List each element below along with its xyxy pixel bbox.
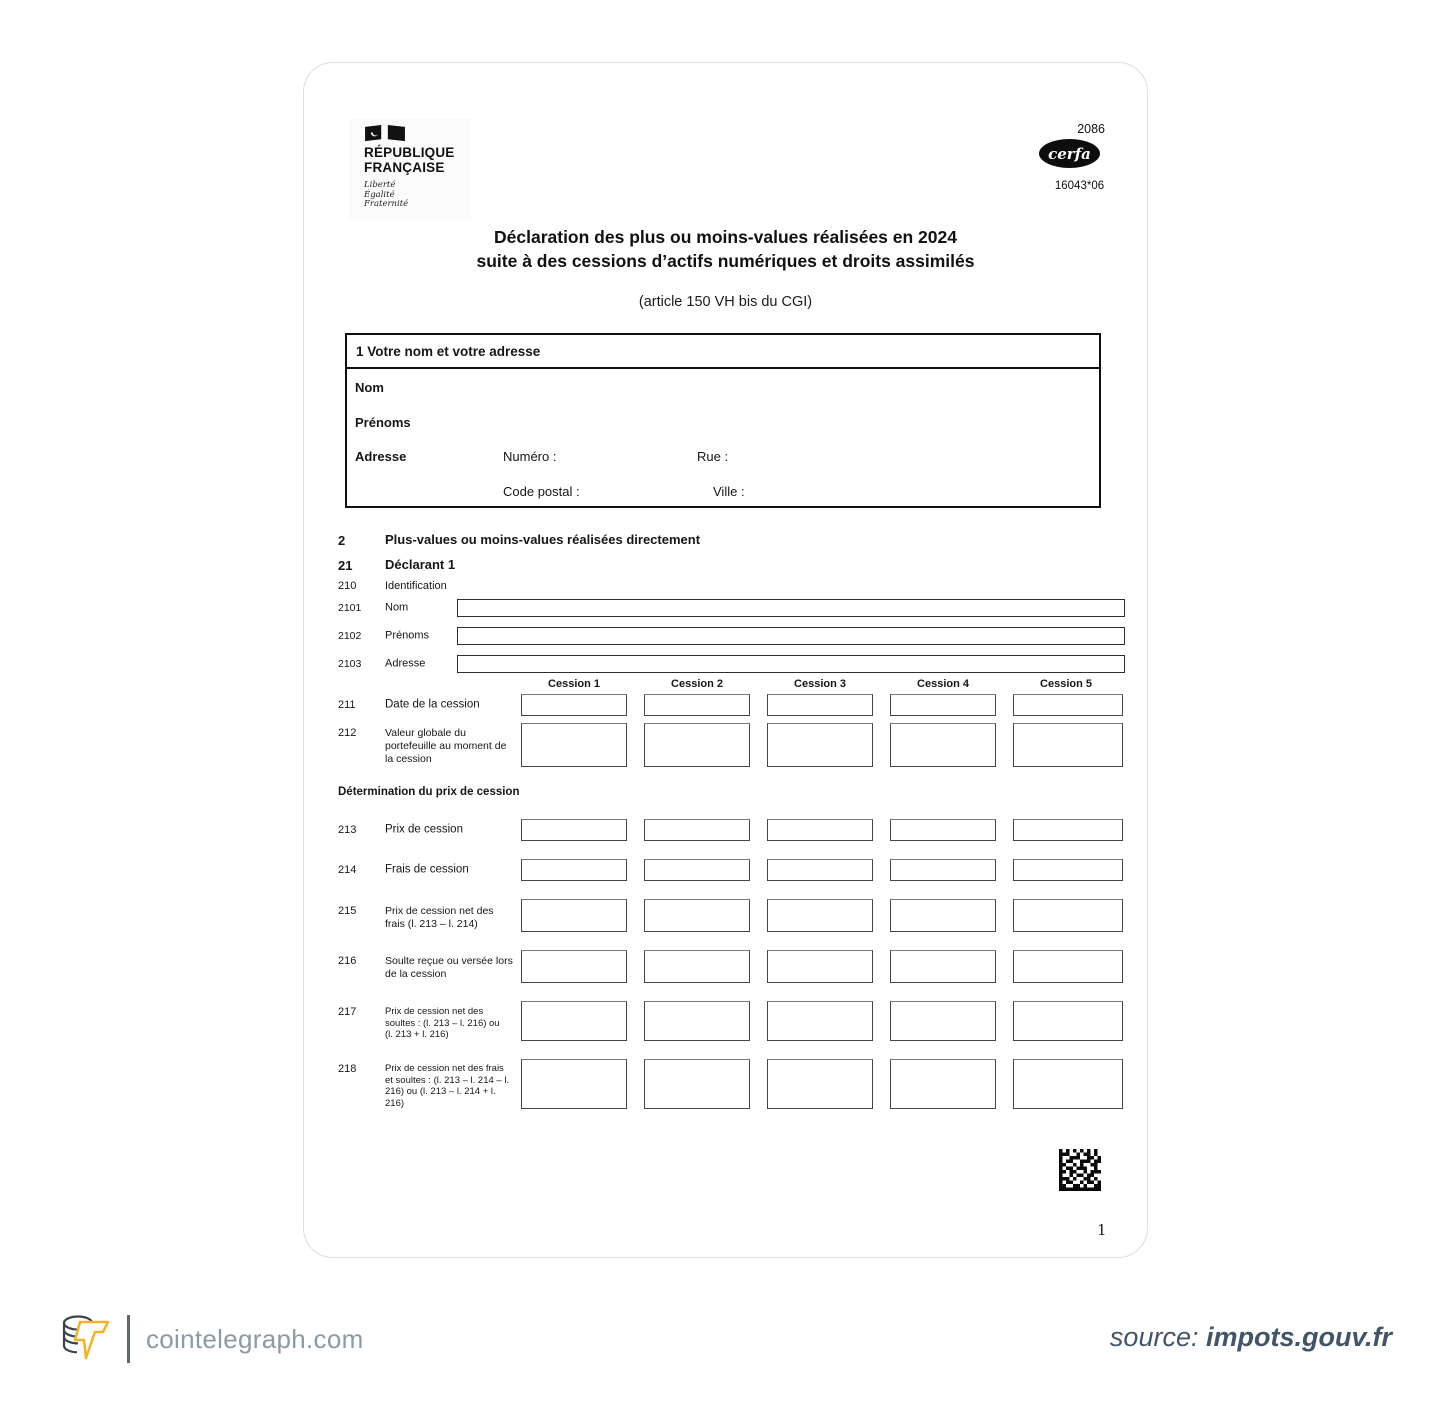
row-2102 bbox=[338, 627, 1133, 645]
row-label: Soulte reçue ou versée lors de la cession bbox=[385, 955, 513, 980]
cerfa-label: cerfa bbox=[1048, 144, 1091, 163]
cession-input[interactable] bbox=[1013, 694, 1123, 716]
cession-input[interactable] bbox=[1013, 899, 1123, 932]
cession-header-row bbox=[338, 678, 1133, 691]
cession-input[interactable] bbox=[644, 899, 750, 932]
cession-input[interactable] bbox=[644, 859, 750, 881]
row-213 bbox=[338, 819, 1133, 841]
cession-input[interactable] bbox=[521, 859, 627, 881]
cerfa-logo bbox=[1039, 139, 1100, 168]
section1-header: 1 Votre nom et votre adresse bbox=[345, 333, 1101, 369]
source-attribution bbox=[1110, 1322, 1392, 1353]
french-flag-icon bbox=[364, 124, 406, 143]
cession-input[interactable] bbox=[521, 950, 627, 983]
cession-input[interactable] bbox=[521, 819, 627, 841]
cession-input[interactable] bbox=[767, 694, 873, 716]
cession-input[interactable] bbox=[767, 1001, 873, 1041]
cession-input[interactable] bbox=[890, 1001, 996, 1041]
row-2101 bbox=[338, 599, 1133, 617]
row-code: 214 bbox=[338, 864, 357, 876]
cession-input[interactable] bbox=[644, 1059, 750, 1109]
row-label: Prix de cession net des frais et soultes : (l. 213 – l. 214 – l. 216) ou (l. 213 – l. 214 + l. 216) bbox=[385, 1063, 510, 1109]
row-217 bbox=[338, 1001, 1133, 1041]
ville-label: Ville : bbox=[713, 484, 745, 499]
cession-input[interactable] bbox=[1013, 819, 1123, 841]
code-postal-label: Code postal : bbox=[503, 484, 580, 499]
row-code: 218 bbox=[338, 1063, 357, 1075]
row-212 bbox=[338, 723, 1133, 767]
identification-code: 210 bbox=[338, 580, 357, 592]
cession-input[interactable] bbox=[890, 950, 996, 983]
row-code: 2103 bbox=[338, 658, 362, 670]
cession-input[interactable] bbox=[644, 1001, 750, 1041]
adresse-label: Adresse bbox=[355, 449, 407, 464]
row-label: Prix de cession bbox=[385, 823, 463, 836]
cession-input[interactable] bbox=[890, 899, 996, 932]
section2-code: 2 bbox=[338, 533, 346, 548]
prenoms-label: Prénoms bbox=[355, 415, 411, 430]
row-215 bbox=[338, 899, 1133, 932]
cession2-header: Cession 2 bbox=[671, 678, 723, 690]
adresse-input[interactable] bbox=[457, 655, 1125, 673]
footer-divider bbox=[127, 1315, 130, 1363]
row-label: Prénoms bbox=[385, 629, 430, 642]
cession-input[interactable] bbox=[1013, 1059, 1123, 1109]
motto-liberte: Liberté bbox=[364, 180, 396, 190]
row-code: 211 bbox=[338, 699, 356, 711]
row-216 bbox=[338, 950, 1133, 983]
cession-input[interactable] bbox=[890, 859, 996, 881]
motto-fraternite: Fraternité bbox=[364, 199, 409, 209]
row-label: Nom bbox=[385, 601, 409, 614]
row-label: Adresse bbox=[385, 657, 426, 670]
prenoms-input[interactable] bbox=[457, 627, 1125, 645]
cession-input[interactable] bbox=[521, 899, 627, 932]
republic-name-line2: FRANÇAISE bbox=[364, 159, 445, 175]
page-number: 1 bbox=[1097, 1221, 1107, 1239]
form-title bbox=[304, 225, 1147, 273]
row-label: Date de la cession bbox=[385, 698, 480, 711]
cointelegraph-logo-icon bbox=[57, 1310, 111, 1366]
section2-title: Plus-values ou moins-values réalisées directement bbox=[385, 532, 701, 547]
cession5-header: Cession 5 bbox=[1040, 678, 1092, 690]
cession-input[interactable] bbox=[1013, 950, 1123, 983]
cession3-header: Cession 3 bbox=[794, 678, 846, 690]
cession1-header: Cession 1 bbox=[548, 678, 600, 690]
row-2103 bbox=[338, 655, 1133, 673]
form-title-line2: suite à des cessions d’actifs numériques et droits assimilés bbox=[476, 251, 975, 271]
cession-input[interactable] bbox=[1013, 723, 1123, 767]
form-article-reference: (article 150 VH bis du CGI) bbox=[638, 294, 813, 310]
cointelegraph-site-link[interactable]: cointelegraph.com bbox=[146, 1324, 364, 1354]
cession-input[interactable] bbox=[644, 819, 750, 841]
row-code: 215 bbox=[338, 905, 357, 917]
row-label: Valeur globale du portefeuille au moment de la cession bbox=[385, 727, 507, 765]
declarant1-heading bbox=[338, 558, 1133, 574]
cession-input[interactable] bbox=[890, 694, 996, 716]
lightning-t-icon bbox=[75, 1322, 108, 1358]
cession-input[interactable] bbox=[890, 723, 996, 767]
identification-heading bbox=[338, 580, 1133, 594]
row-label: Frais de cession bbox=[385, 863, 469, 876]
row-code: 2102 bbox=[338, 630, 362, 642]
row-code: 212 bbox=[338, 727, 357, 739]
cession-input[interactable] bbox=[890, 819, 996, 841]
cession-input[interactable] bbox=[767, 950, 873, 983]
form-number: 2086 bbox=[1077, 122, 1105, 136]
cession-input[interactable] bbox=[767, 1059, 873, 1109]
nom-input[interactable] bbox=[457, 599, 1125, 617]
cession-input[interactable] bbox=[644, 950, 750, 983]
row-218 bbox=[338, 1059, 1133, 1109]
cession-input[interactable] bbox=[767, 819, 873, 841]
cession-input[interactable] bbox=[521, 1001, 627, 1041]
row-code: 216 bbox=[338, 955, 357, 967]
form-title-line1: Déclaration des plus ou moins-values réalisées en 2024 bbox=[494, 227, 957, 247]
motto-egalite: Égalité bbox=[364, 189, 395, 200]
form-reference: 16043*06 bbox=[1054, 180, 1105, 192]
cession-input[interactable] bbox=[890, 1059, 996, 1109]
row-code: 2101 bbox=[338, 602, 362, 614]
rue-label: Rue : bbox=[697, 449, 729, 464]
source-link[interactable]: impots.gouv.fr bbox=[1205, 1322, 1392, 1352]
row-label: Prix de cession net des frais (l. 213 – l. 214) bbox=[385, 905, 494, 930]
row-code: 213 bbox=[338, 824, 357, 836]
datamatrix-barcode-wrap bbox=[1059, 1149, 1101, 1191]
source-prefix: source: bbox=[1109, 1322, 1199, 1352]
cession-input[interactable] bbox=[521, 694, 627, 716]
cession-input[interactable] bbox=[521, 723, 627, 767]
declarant1-title: Déclarant 1 bbox=[385, 557, 456, 572]
cession-input[interactable] bbox=[1013, 1001, 1123, 1041]
cession-input[interactable] bbox=[767, 723, 873, 767]
cession-input[interactable] bbox=[767, 899, 873, 932]
form-document-card bbox=[303, 62, 1148, 1258]
determination-heading: Détermination du prix de cession bbox=[338, 786, 520, 798]
cession-input[interactable] bbox=[767, 859, 873, 881]
section1-body bbox=[345, 368, 1101, 508]
declarant1-code: 21 bbox=[338, 558, 353, 573]
republic-name-line1: RÉPUBLIQUE bbox=[364, 145, 455, 160]
section2-heading bbox=[338, 533, 1133, 549]
cession4-header: Cession 4 bbox=[917, 678, 969, 690]
row-211 bbox=[338, 694, 1133, 716]
nom-label: Nom bbox=[355, 380, 384, 395]
cession-input[interactable] bbox=[644, 723, 750, 767]
identification-title: Identification bbox=[385, 580, 447, 592]
cession-input[interactable] bbox=[644, 694, 750, 716]
cession-input[interactable] bbox=[521, 1059, 627, 1109]
cession-input[interactable] bbox=[1013, 859, 1123, 881]
republique-francaise-logo bbox=[349, 118, 471, 219]
row-214 bbox=[338, 859, 1133, 881]
row-code: 217 bbox=[338, 1006, 357, 1018]
numero-label: Numéro : bbox=[503, 449, 557, 464]
datamatrix-barcode bbox=[1059, 1149, 1101, 1191]
row-label: Prix de cession net des soultes : (l. 213 – l. 216) ou (l. 213 + l. 216) bbox=[385, 1006, 500, 1040]
